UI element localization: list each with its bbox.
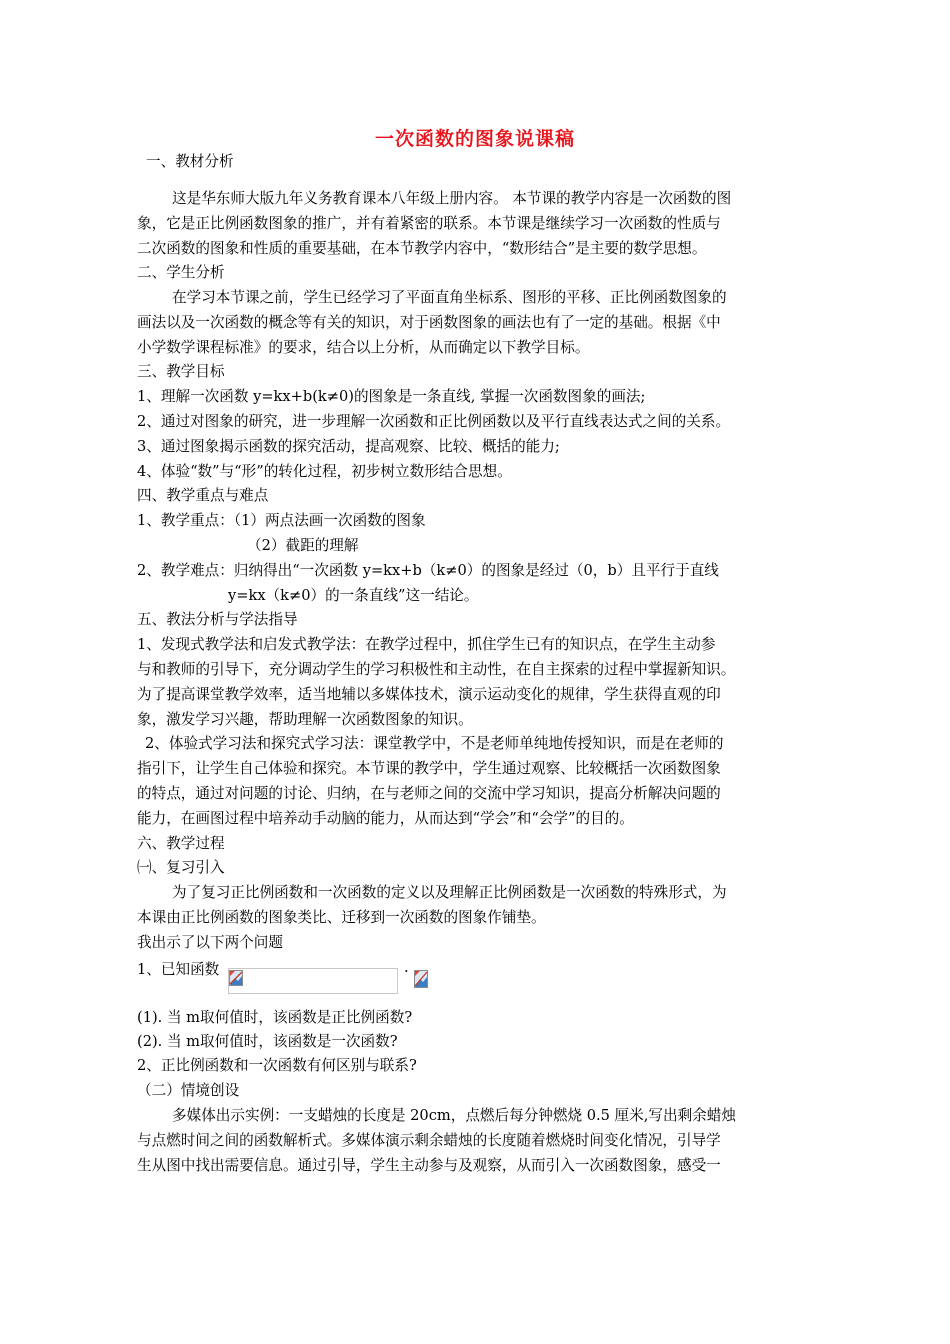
question-line: 2、正比例函数和一次函数有何区别与联系? — [137, 1057, 417, 1074]
question-line: 1、已知函数 — [137, 961, 220, 978]
section-heading: 一、教材分析 — [146, 153, 234, 170]
paragraph-line: 这是华东师大版九年义务教育课本八年级上册内容。 本节课的教学内容是一次函数的图 — [172, 190, 732, 207]
paragraph-line: 能力，在画图过程中培养动手动脑的能力，从而达到“学会”和“会学”的目的。 — [137, 810, 634, 827]
list-item: （2）截距的理解 — [247, 537, 359, 554]
paragraph-line: 2、体验式学习法和探究式学习法：课堂教学中，不是老师单纯地传授知识，而是在老师的 — [145, 735, 724, 752]
paragraph-line: 与点燃时间之间的函数解析式。多媒体演示剩余蜡烛的长度随着燃烧时间变化情况，引导学 — [137, 1132, 721, 1149]
paragraph-line: 多媒体出示实例：一支蜡烛的长度是 20cm，点燃后每分钟燃烧 0.5 厘米,写出剩余蜡烛 — [172, 1107, 736, 1124]
section-heading: 六、教学过程 — [137, 835, 225, 852]
paragraph-line: 画法以及一次函数的概念等有关的知识，对于函数图象的画法也有了一定的基础。根据《中 — [137, 314, 721, 331]
list-item: 4、体验“数”与“形”的转化过程，初步树立数形结合思想。 — [137, 463, 512, 480]
paragraph-line: 的特点，通过对问题的讨论、归纳，在与老师之间的交流中学习知识，提高分析解决问题的 — [137, 785, 721, 802]
inline-dot: · — [404, 963, 409, 980]
paragraph-line: 小学数学课程标准》的要求，结合以上分析，从而确定以下教学目标。 — [137, 339, 590, 356]
paragraph-line: 本课由正比例函数的图象类比、迁移到一次函数的图象作铺垫。 — [137, 909, 546, 926]
paragraph-line: 为了提高课堂教学效率，适当地辅以多媒体技术，演示运动变化的规律，学生获得直观的印 — [137, 686, 721, 703]
paragraph-line: 1、发现式教学法和启发式教学法：在教学过程中，抓住学生已有的知识点，在学生主动参 — [137, 636, 716, 653]
paragraph-line: 在学习本节课之前，学生已经学习了平面直角坐标系、图形的平移、正比例函数图象的 — [172, 289, 727, 306]
paragraph-line: 象，它是正比例函数图象的推广，并有着紧密的联系。本节课是继续学习一次函数的性质与 — [137, 215, 721, 232]
paragraph-line: 与和教师的引导下，充分调动学生的学习积极性和主动性，在自主探索的过程中掌握新知识。 — [137, 661, 736, 678]
list-item: 2、通过对图象的研究，进一步理解一次函数和正比例函数以及平行直线表达式之间的关系。 — [137, 413, 731, 430]
formula-image-placeholder — [228, 968, 398, 994]
section-heading: 四、教学重点与难点 — [137, 487, 269, 504]
list-item: y=kx（k≠0）的一条直线”这一结论。 — [228, 587, 479, 604]
paragraph-line: 生从图中找出需要信息。通过引导，学生主动参与及观察，从而引入一次函数图象，感受一 — [137, 1157, 721, 1174]
broken-image-icon — [414, 970, 428, 986]
list-item: 3、通过图象揭示函数的探究活动，提高观察、比较、概括的能力; — [137, 438, 560, 455]
section-heading: 三、教学目标 — [137, 363, 225, 380]
section-heading: 五、教法分析与学法指导 — [137, 611, 298, 628]
section-heading: 二、学生分析 — [137, 264, 225, 281]
paragraph-line: 为了复习正比例函数和一次函数的定义以及理解正比例函数是一次函数的特殊形式，为 — [172, 884, 727, 901]
broken-image-icon — [229, 970, 243, 986]
subsection-heading: （二）情境创设 — [137, 1082, 240, 1099]
list-item: 1、教学重点：（1）两点法画一次函数的图象 — [137, 512, 426, 529]
paragraph-line: 我出示了以下两个问题 — [137, 934, 283, 951]
document-title: 一次函数的图象说课稿 — [374, 128, 575, 150]
paragraph-line: 二次函数的图象和性质的重要基础，在本节教学内容中，“数形结合”是主要的数学思想。 — [137, 240, 707, 257]
list-item: 2、教学难点：归纳得出“一次函数 y=kx+b（k≠0）的图象是经过（0，b）且平行于直线 — [137, 562, 719, 579]
paragraph-line: 象，激发学习兴趣，帮助理解一次函数图象的知识。 — [137, 711, 473, 728]
paragraph-line: 指引下，让学生自己体验和探究。本节课的教学中，学生通过观察、比较概括一次函数图象 — [137, 760, 721, 777]
question-line: (2). 当 m取何值时，该函数是一次函数? — [137, 1033, 398, 1050]
subsection-heading: ㈠、复习引入 — [137, 859, 225, 876]
question-line: (1). 当 m取何值时，该函数是正比例函数? — [137, 1009, 413, 1026]
list-item: 1、理解一次函数 y=kx+b(k≠0)的图象是一条直线, 掌握一次函数图象的画法; — [137, 388, 646, 405]
